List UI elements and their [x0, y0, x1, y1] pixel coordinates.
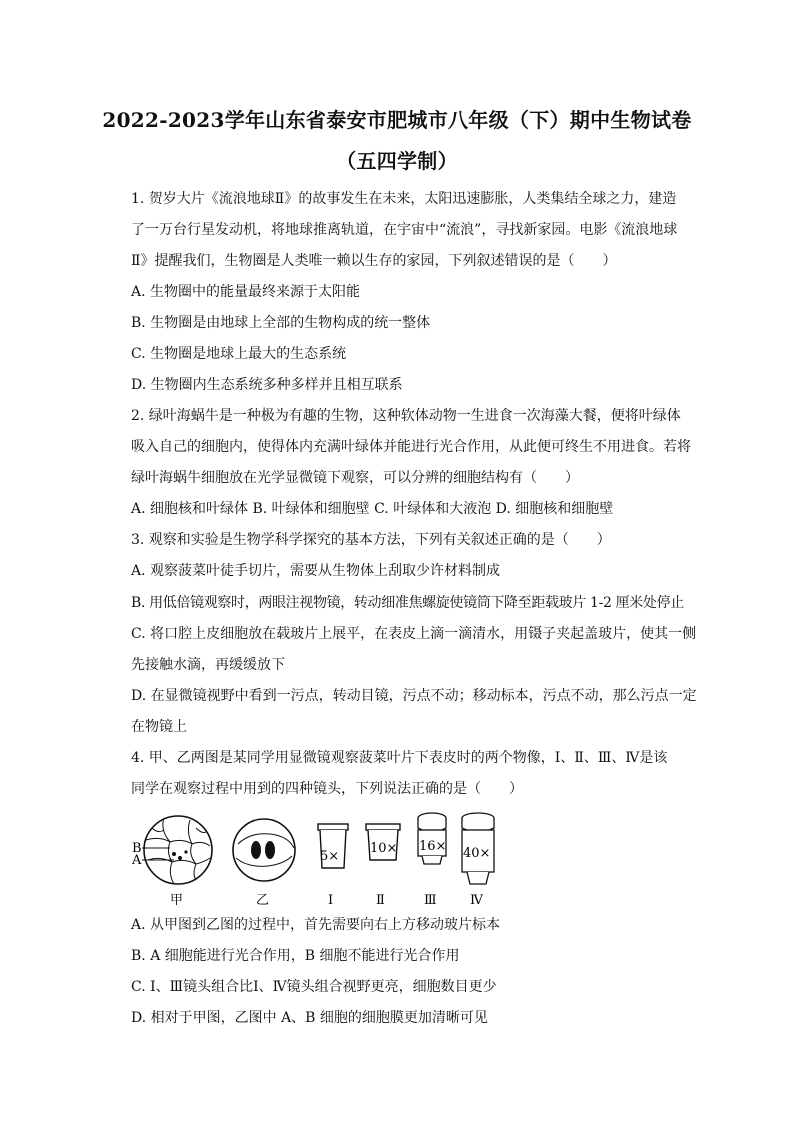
lens-iv-mark: 40×	[463, 846, 491, 861]
lens-iii-mark: 16×	[419, 839, 447, 854]
pointer-label-b: B	[132, 841, 142, 856]
q2-stem-line-3: 绿叶海蜗牛细胞放在光学显微镜下观察，可以分辨的细胞结构有（ ）	[131, 470, 579, 486]
caption-iii: Ⅲ	[424, 893, 437, 908]
lens-i-mark: 5×	[320, 849, 340, 864]
q3-option-c-line-1: C. 将口腔上皮细胞放在载玻片上展平，在表皮上滴一滴清水，用镊子夹起盖玻片，使其一侧	[131, 626, 697, 642]
q2-stem-line-1: 2. 绿叶海蜗牛是一种极为有趣的生物，这种软体动物一生进食一次海藻大餐，便将叶绿体	[131, 408, 681, 424]
caption-ii: Ⅱ	[376, 893, 385, 908]
q2-stem-line-2: 吸入自己的细胞内，使得体内充满叶绿体并能进行光合作用，从此便可终生不用进食。若将	[131, 439, 691, 455]
q3-stem-line-1: 3. 观察和实验是生物学科学探究的基本方法，下列有关叙述正确的是（ ）	[131, 532, 611, 548]
q4-option-b: B. A 细胞能进行光合作用，B 细胞不能进行光合作用	[131, 948, 460, 964]
exam-subtitle: （五四学制）	[336, 149, 458, 173]
caption-i: Ⅰ	[328, 893, 334, 908]
q2-options: A. 细胞核和叶绿体 B. 叶绿体和细胞壁 C. 叶绿体和大液泡 D. 细胞核和细胞壁	[131, 501, 614, 517]
exam-title: 2022-2023学年山东省泰安市肥城市八年级（下）期中生物试卷	[102, 108, 692, 132]
q1-option-c: C. 生物圈是地球上最大的生态系统	[131, 346, 347, 362]
q3-option-d-line-2: 在物镜上	[131, 719, 187, 735]
q1-stem-line-2: 了一万台行星发动机，将地球推离轨道，在宇宙中“流浪”，寻找新家园。电影《流浪地球	[131, 222, 678, 238]
q4-stem-line-2: 同学在观察过程中用到的四种镜头，下列说法正确的是（ ）	[131, 781, 523, 797]
lens-ii-mark: 10×	[370, 841, 398, 856]
view-yi-image	[233, 819, 295, 881]
q4-stem-line-1: 4. 甲、乙两图是某同学用显微镜观察菠菜叶片下表皮时的两个物像，Ⅰ、Ⅱ、Ⅲ、Ⅳ是该	[131, 750, 668, 766]
q4-figure	[130, 810, 510, 910]
caption-jia: 甲	[170, 893, 184, 908]
q1-option-d: D. 生物圈内生态系统多种多样并且相互联系	[131, 377, 403, 393]
q3-option-b: B. 用低倍镜观察时，两眼注视物镜，转动细准焦螺旋使镜筒下降至距载玻片 1-2 厘米处停止	[131, 595, 684, 611]
q4-option-c: C. Ⅰ、Ⅲ镜头组合比Ⅰ、Ⅳ镜头组合视野更亮，细胞数目更少	[131, 979, 497, 995]
pointer-label-a: A	[132, 853, 142, 868]
q1-option-a: A. 生物圈中的能量最终来源于太阳能	[131, 284, 361, 300]
q3-option-a: A. 观察菠菜叶徒手切片，需要从生物体上刮取少许材料制成	[131, 563, 501, 579]
q1-stem-line-3: Ⅱ》提醒我们，生物圈是人类唯一赖以生存的家园，下列叙述错误的是（ ）	[131, 253, 617, 269]
q1-option-b: B. 生物圈是由地球上全部的生物构成的统一整体	[131, 315, 431, 331]
q4-option-d: D. 相对于甲图，乙图中 A、B 细胞的细胞膜更加清晰可见	[131, 1010, 488, 1026]
q4-option-a: A. 从甲图到乙图的过程中，首先需要向右上方移动玻片标本	[131, 917, 501, 933]
q3-option-c-line-2: 先接触水滴，再缓缓放下	[131, 657, 285, 673]
caption-yi: 乙	[256, 893, 270, 908]
caption-iv: Ⅳ	[470, 893, 483, 908]
q1-stem-line-1: 1. 贺岁大片《流浪地球Ⅱ》的故事发生在未来，太阳迅速膨胀，人类集结全球之力，建造	[131, 191, 677, 207]
view-jia-image	[142, 816, 212, 884]
q3-option-d-line-1: D. 在显微镜视野中看到一污点，转动目镜，污点不动；移动标本，污点不动，那么污点一定	[131, 688, 697, 704]
